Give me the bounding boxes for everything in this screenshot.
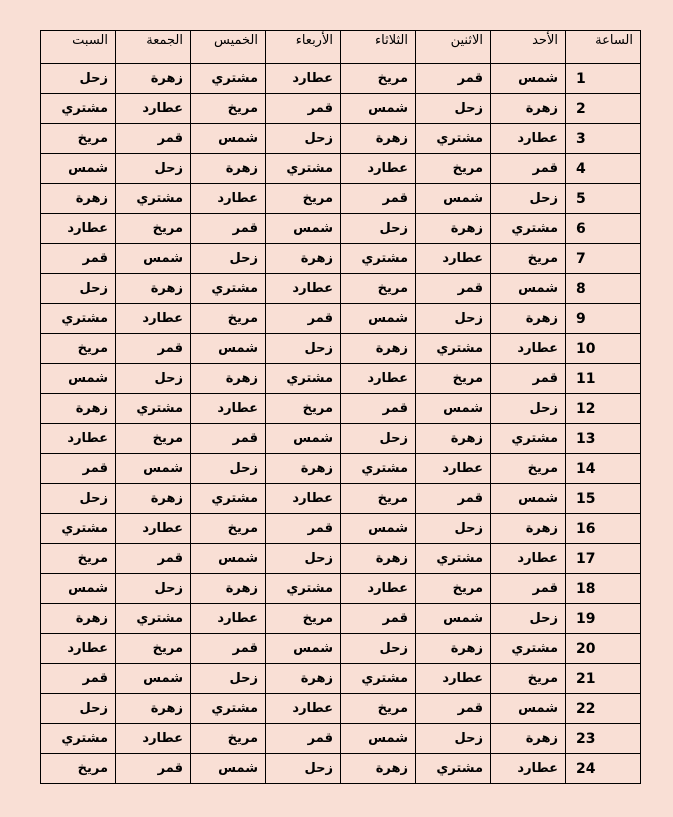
planet-cell-sunday: شمس (491, 274, 566, 304)
planet-cell-sunday: مشتري (491, 424, 566, 454)
planet-cell-saturday: زحل (41, 274, 116, 304)
planet-cell-tuesday: قمر (341, 604, 416, 634)
hour-number-cell: 11 (566, 364, 641, 394)
table-row (41, 124, 641, 154)
table-row (41, 94, 641, 124)
planet-cell-saturday: قمر (41, 244, 116, 274)
table-row (41, 454, 641, 484)
planet-cell-friday: مشتري (116, 394, 191, 424)
planet-cell-tuesday: مشتري (341, 454, 416, 484)
table-row (41, 244, 641, 274)
planet-cell-thursday: قمر (191, 214, 266, 244)
planet-cell-friday: زهرة (116, 694, 191, 724)
planet-cell-friday: زهرة (116, 274, 191, 304)
planet-cell-thursday: مشتري (191, 484, 266, 514)
planet-cell-sunday: عطارد (491, 544, 566, 574)
planet-cell-wednesday: زحل (266, 544, 341, 574)
planet-cell-saturday: شمس (41, 574, 116, 604)
planet-cell-monday: عطارد (416, 244, 491, 274)
planet-cell-tuesday: مريخ (341, 64, 416, 94)
planet-cell-friday: عطارد (116, 724, 191, 754)
header-saturday: السبت (41, 31, 116, 64)
planet-cell-monday: قمر (416, 484, 491, 514)
planet-cell-wednesday: مريخ (266, 604, 341, 634)
table-row (41, 694, 641, 724)
planet-cell-saturday: مشتري (41, 94, 116, 124)
planet-cell-tuesday: شمس (341, 514, 416, 544)
planet-cell-sunday: قمر (491, 364, 566, 394)
table-row (41, 154, 641, 184)
planet-cell-sunday: مشتري (491, 634, 566, 664)
planet-cell-monday: شمس (416, 184, 491, 214)
hour-number-cell: 17 (566, 544, 641, 574)
table-row (41, 634, 641, 664)
planet-cell-thursday: قمر (191, 634, 266, 664)
planet-cell-tuesday: قمر (341, 184, 416, 214)
planet-cell-sunday: عطارد (491, 124, 566, 154)
planet-cell-wednesday: قمر (266, 724, 341, 754)
planet-cell-friday: شمس (116, 454, 191, 484)
planet-cell-monday: مشتري (416, 334, 491, 364)
hour-number-cell: 10 (566, 334, 641, 364)
planet-cell-friday: زحل (116, 154, 191, 184)
hour-number-cell: 5 (566, 184, 641, 214)
hour-number-cell: 16 (566, 514, 641, 544)
planet-cell-thursday: شمس (191, 544, 266, 574)
planet-cell-thursday: شمس (191, 334, 266, 364)
planet-cell-saturday: مشتري (41, 514, 116, 544)
planet-cell-wednesday: زحل (266, 754, 341, 784)
hour-number-cell: 24 (566, 754, 641, 784)
planet-cell-saturday: مشتري (41, 724, 116, 754)
planet-cell-saturday: زحل (41, 484, 116, 514)
planet-cell-friday: شمس (116, 664, 191, 694)
header-tuesday: الثلاثاء (341, 31, 416, 64)
planet-cell-friday: زحل (116, 364, 191, 394)
planet-cell-wednesday: عطارد (266, 694, 341, 724)
planet-cell-thursday: مريخ (191, 724, 266, 754)
planet-cell-monday: زحل (416, 724, 491, 754)
planet-cell-monday: مريخ (416, 364, 491, 394)
planet-cell-thursday: زهرة (191, 364, 266, 394)
planet-cell-tuesday: زهرة (341, 754, 416, 784)
planet-cell-wednesday: مشتري (266, 364, 341, 394)
planet-cell-monday: زهرة (416, 214, 491, 244)
planet-cell-sunday: مريخ (491, 454, 566, 484)
planet-cell-saturday: عطارد (41, 424, 116, 454)
planet-cell-friday: مشتري (116, 604, 191, 634)
hour-number-cell: 12 (566, 394, 641, 424)
planet-cell-sunday: شمس (491, 484, 566, 514)
planet-cell-monday: شمس (416, 394, 491, 424)
hour-number-cell: 2 (566, 94, 641, 124)
planet-cell-tuesday: عطارد (341, 364, 416, 394)
planet-cell-wednesday: زحل (266, 334, 341, 364)
planet-cell-tuesday: زحل (341, 634, 416, 664)
planet-cell-sunday: زهرة (491, 724, 566, 754)
table-row (41, 184, 641, 214)
planet-cell-friday: زحل (116, 574, 191, 604)
planet-cell-friday: مريخ (116, 634, 191, 664)
planet-cell-thursday: عطارد (191, 394, 266, 424)
table-row (41, 604, 641, 634)
table-row (41, 754, 641, 784)
planet-cell-friday: قمر (116, 334, 191, 364)
planet-cell-sunday: زهرة (491, 514, 566, 544)
planet-cell-saturday: شمس (41, 154, 116, 184)
header-hour: الساعة (566, 31, 641, 64)
planet-cell-sunday: قمر (491, 574, 566, 604)
planet-cell-monday: مريخ (416, 574, 491, 604)
planet-cell-friday: عطارد (116, 514, 191, 544)
hour-number-cell: 3 (566, 124, 641, 154)
planet-cell-wednesday: عطارد (266, 274, 341, 304)
planet-cell-wednesday: شمس (266, 634, 341, 664)
planet-cell-saturday: مريخ (41, 124, 116, 154)
header-wednesday: الأربعاء (266, 31, 341, 64)
planetary-hours-table (40, 30, 641, 784)
planet-cell-wednesday: قمر (266, 94, 341, 124)
planet-cell-saturday: عطارد (41, 634, 116, 664)
planet-cell-thursday: مشتري (191, 274, 266, 304)
header-friday: الجمعة (116, 31, 191, 64)
planet-cell-wednesday: زهرة (266, 244, 341, 274)
table-row (41, 664, 641, 694)
planet-cell-saturday: زهرة (41, 604, 116, 634)
planet-cell-thursday: زحل (191, 664, 266, 694)
planet-cell-tuesday: مشتري (341, 244, 416, 274)
header-thursday: الخميس (191, 31, 266, 64)
planet-cell-tuesday: مريخ (341, 484, 416, 514)
planet-cell-saturday: زهرة (41, 184, 116, 214)
planet-cell-sunday: زحل (491, 184, 566, 214)
planet-cell-monday: عطارد (416, 664, 491, 694)
planet-cell-saturday: زحل (41, 694, 116, 724)
header-sunday: الأحد (491, 31, 566, 64)
hour-number-cell: 15 (566, 484, 641, 514)
planet-cell-wednesday: قمر (266, 304, 341, 334)
planet-cell-thursday: عطارد (191, 604, 266, 634)
planet-cell-thursday: مريخ (191, 304, 266, 334)
planet-cell-wednesday: عطارد (266, 64, 341, 94)
table-row (41, 364, 641, 394)
planet-cell-monday: مشتري (416, 544, 491, 574)
header-monday: الاثنين (416, 31, 491, 64)
planet-cell-tuesday: شمس (341, 304, 416, 334)
planet-cell-tuesday: مريخ (341, 694, 416, 724)
planet-cell-saturday: مشتري (41, 304, 116, 334)
hour-number-cell: 6 (566, 214, 641, 244)
table-row (41, 574, 641, 604)
planet-cell-wednesday: شمس (266, 214, 341, 244)
planet-cell-wednesday: مريخ (266, 394, 341, 424)
planet-cell-thursday: مريخ (191, 94, 266, 124)
planet-cell-sunday: زحل (491, 394, 566, 424)
planet-cell-sunday: زحل (491, 604, 566, 634)
table-row (41, 484, 641, 514)
hour-number-cell: 9 (566, 304, 641, 334)
planet-cell-friday: قمر (116, 124, 191, 154)
planet-cell-saturday: قمر (41, 454, 116, 484)
planet-cell-thursday: مشتري (191, 64, 266, 94)
planet-cell-thursday: زحل (191, 454, 266, 484)
planet-cell-saturday: شمس (41, 364, 116, 394)
planet-cell-friday: عطارد (116, 304, 191, 334)
planet-cell-sunday: زهرة (491, 304, 566, 334)
table-row (41, 274, 641, 304)
planet-cell-tuesday: زهرة (341, 334, 416, 364)
planet-cell-monday: مشتري (416, 754, 491, 784)
planet-cell-monday: زحل (416, 304, 491, 334)
planet-cell-tuesday: زحل (341, 424, 416, 454)
table-row (41, 424, 641, 454)
table-row (41, 64, 641, 94)
planet-cell-friday: زهرة (116, 64, 191, 94)
hour-number-cell: 8 (566, 274, 641, 304)
planet-cell-monday: مريخ (416, 154, 491, 184)
planet-cell-monday: قمر (416, 64, 491, 94)
table-row (41, 304, 641, 334)
planet-cell-wednesday: زهرة (266, 664, 341, 694)
table-body (41, 64, 641, 784)
planet-cell-sunday: مريخ (491, 664, 566, 694)
hour-number-cell: 21 (566, 664, 641, 694)
planet-cell-saturday: مريخ (41, 754, 116, 784)
planet-cell-wednesday: قمر (266, 514, 341, 544)
planet-cell-sunday: شمس (491, 64, 566, 94)
planet-cell-sunday: مريخ (491, 244, 566, 274)
hour-number-cell: 22 (566, 694, 641, 724)
planet-cell-monday: زهرة (416, 424, 491, 454)
planet-cell-sunday: مشتري (491, 214, 566, 244)
planet-cell-monday: مشتري (416, 124, 491, 154)
planet-cell-saturday: عطارد (41, 214, 116, 244)
planet-cell-thursday: زهرة (191, 574, 266, 604)
planet-cell-monday: قمر (416, 274, 491, 304)
planet-cell-thursday: مشتري (191, 694, 266, 724)
planet-cell-friday: شمس (116, 244, 191, 274)
table-header-row (41, 31, 641, 64)
planet-cell-wednesday: مشتري (266, 154, 341, 184)
planet-cell-friday: مريخ (116, 424, 191, 454)
planet-cell-monday: قمر (416, 694, 491, 724)
planet-cell-tuesday: مريخ (341, 274, 416, 304)
planet-cell-wednesday: عطارد (266, 484, 341, 514)
planet-cell-friday: مريخ (116, 214, 191, 244)
planet-cell-saturday: قمر (41, 664, 116, 694)
table-row (41, 214, 641, 244)
planet-cell-monday: زحل (416, 94, 491, 124)
planet-cell-thursday: زحل (191, 244, 266, 274)
planet-cell-wednesday: مريخ (266, 184, 341, 214)
planet-cell-tuesday: عطارد (341, 154, 416, 184)
planet-cell-friday: زهرة (116, 484, 191, 514)
planet-cell-sunday: شمس (491, 694, 566, 724)
planet-cell-sunday: عطارد (491, 334, 566, 364)
planet-cell-tuesday: شمس (341, 724, 416, 754)
hour-number-cell: 18 (566, 574, 641, 604)
hour-number-cell: 19 (566, 604, 641, 634)
table-row (41, 514, 641, 544)
planet-cell-tuesday: زهرة (341, 544, 416, 574)
planet-cell-sunday: زهرة (491, 94, 566, 124)
planet-cell-saturday: مريخ (41, 334, 116, 364)
planet-cell-tuesday: قمر (341, 394, 416, 424)
planet-cell-friday: عطارد (116, 94, 191, 124)
planet-cell-friday: قمر (116, 544, 191, 574)
planet-cell-friday: مشتري (116, 184, 191, 214)
planet-cell-sunday: قمر (491, 154, 566, 184)
planet-cell-friday: قمر (116, 754, 191, 784)
hour-number-cell: 1 (566, 64, 641, 94)
planet-cell-thursday: شمس (191, 124, 266, 154)
hour-number-cell: 7 (566, 244, 641, 274)
hour-number-cell: 4 (566, 154, 641, 184)
hour-number-cell: 23 (566, 724, 641, 754)
hour-number-cell: 20 (566, 634, 641, 664)
planet-cell-tuesday: عطارد (341, 574, 416, 604)
table-row (41, 334, 641, 364)
planet-cell-wednesday: زهرة (266, 454, 341, 484)
planet-cell-wednesday: شمس (266, 424, 341, 454)
planet-cell-thursday: عطارد (191, 184, 266, 214)
planet-cell-saturday: زحل (41, 64, 116, 94)
hour-number-cell: 14 (566, 454, 641, 484)
table-row (41, 724, 641, 754)
planet-cell-thursday: زهرة (191, 154, 266, 184)
planet-cell-thursday: مريخ (191, 514, 266, 544)
planet-cell-wednesday: زحل (266, 124, 341, 154)
planet-cell-wednesday: مشتري (266, 574, 341, 604)
planet-cell-thursday: قمر (191, 424, 266, 454)
planet-cell-tuesday: زهرة (341, 124, 416, 154)
planet-cell-monday: عطارد (416, 454, 491, 484)
planet-cell-tuesday: زحل (341, 214, 416, 244)
planet-cell-sunday: عطارد (491, 754, 566, 784)
planet-cell-saturday: مريخ (41, 544, 116, 574)
planet-cell-thursday: شمس (191, 754, 266, 784)
planet-cell-tuesday: مشتري (341, 664, 416, 694)
planet-cell-monday: زهرة (416, 634, 491, 664)
planet-cell-monday: شمس (416, 604, 491, 634)
planet-cell-tuesday: شمس (341, 94, 416, 124)
hour-number-cell: 13 (566, 424, 641, 454)
table-row (41, 394, 641, 424)
table-row (41, 544, 641, 574)
planet-cell-monday: زحل (416, 514, 491, 544)
planet-cell-saturday: زهرة (41, 394, 116, 424)
